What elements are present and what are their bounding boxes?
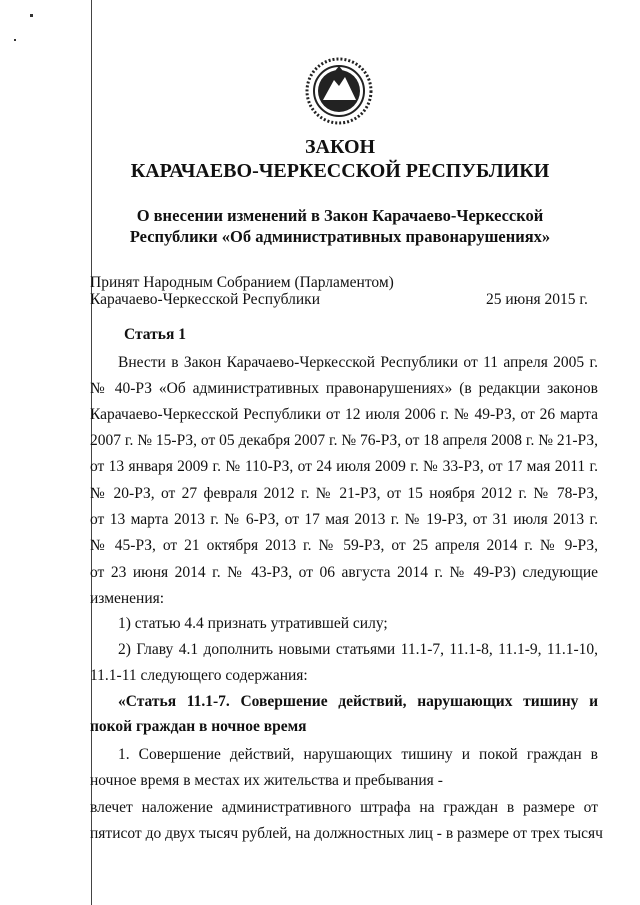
coat-of-arms-emblem: [303, 56, 375, 126]
list-item: 1) статью 4.4 признать утратившей силу;: [118, 615, 388, 632]
document-title-region: КАРАЧАЕВО-ЧЕРКЕССКОЙ РЕСПУБЛИКИ: [130, 160, 550, 182]
article-text-line: № 40-РЗ «Об административных правонарушениях» (в редакции законов: [90, 380, 598, 397]
list-item-continuation: 11.1-11 следующего содержания:: [90, 667, 308, 684]
scan-speck: [14, 39, 16, 41]
article-text-line: от 13 января 2009 г. № 110-РЗ, от 24 июля 2009 г. № 33-РЗ, от 17 мая 2011 г.: [90, 458, 598, 475]
paragraph-line: ночное время в местах их жительства и пребывания -: [90, 772, 443, 789]
adoption-text: Карачаево-Черкесской Республики: [90, 291, 320, 308]
document-title: ЗАКОН: [304, 136, 376, 158]
article-text-line: Внести в Закон Карачаево-Черкесской Республики от 11 апреля 2005 г.: [118, 354, 598, 371]
adoption-text: Принят Народным Собранием (Парламентом): [90, 274, 394, 291]
paragraph-line: пятисот до двух тысяч рублей, на должностных лиц - в размере от трех тысяч: [90, 825, 603, 842]
paragraph-line: влечет наложение административного штрафа на граждан в размере от: [90, 799, 598, 816]
article-text-line: 2007 г. № 15-РЗ, от 05 декабря 2007 г. № 76-РЗ, от 18 апреля 2008 г. № 21-РЗ,: [90, 432, 598, 449]
document-subtitle: О внесении изменений в Закон Карачаево-Черкесской: [136, 206, 544, 225]
article-text-line: от 13 марта 2013 г. № 6-РЗ, от 17 мая 2013 г. № 19-РЗ, от 31 июля 2013 г.: [90, 511, 598, 528]
article-text-line: № 45-РЗ, от 21 октября 2013 г. № 59-РЗ, от 25 апреля 2014 г. № 9-РЗ,: [90, 537, 598, 554]
list-item: 2) Главу 4.1 дополнить новыми статьями 11.1-7, 11.1-8, 11.1-9, 11.1-10,: [118, 641, 598, 658]
article-text-line: Карачаево-Черкесской Республики от 12 июля 2006 г. № 49-РЗ, от 26 марта: [90, 406, 598, 423]
new-article-heading: покой граждан в ночное время: [90, 718, 307, 735]
document-subtitle: Республики «Об административных правонарушениях»: [129, 227, 551, 246]
adoption-date: 25 июня 2015 г.: [486, 291, 588, 308]
article-heading: Статья 1: [124, 326, 186, 343]
article-text-line: от 23 июня 2014 г. № 43-РЗ, от 06 августа 2014 г. № 49-РЗ) следующие: [90, 564, 598, 581]
paragraph-line: 1. Совершение действий, нарушающих тишину и покой граждан в: [118, 746, 598, 763]
scan-speck: [30, 14, 33, 17]
article-text-line: изменения:: [90, 590, 165, 607]
new-article-heading: «Статья 11.1-7. Совершение действий, нарушающих тишину и: [118, 693, 598, 710]
article-text-line: № 20-РЗ, от 27 февраля 2012 г. № 21-РЗ, от 15 ноября 2012 г. № 78-РЗ,: [90, 485, 598, 502]
